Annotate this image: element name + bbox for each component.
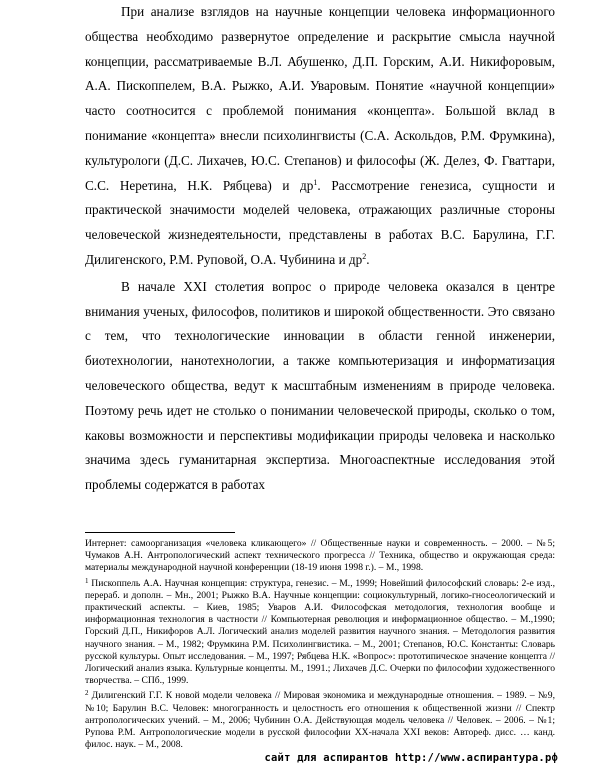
paragraph-1-text-a: При анализе взглядов на научные концепции человека информационного общества необходимо развернутое определение и раскрытие смысла научной концепции, рассматриваемые В.Л. Абушенко, Д.П. Горским, А.И. Никифоровым, А.А. Пископпелем, В.А. Рыжко, А.И. Уваровым. Понятие «научной концепции» часто соотносится с проблемой понимания «концепта». Большой вклад в понимание «концепта» внесли психолингвисты (С.А. Аскольдов, Р.М. Фрумкина), культурологи (Д.С. Лихачев, Ю.С. Степанов) и философы (Ж. Делез, Ф. Гваттари, С.С. Неретина, Н.К. Рябцева) и др	[85, 4, 555, 193]
footnote-2-number: 2	[85, 689, 89, 698]
main-text	[85, 0, 555, 498]
footnote-1-text: Пископпель А.А. Научная концепция: структура, генезис. – М., 1999; Новейший философский словарь: 2-е изд., перераб. и дополн. – Мн., 2001; Рыжко В.А. Научные концепции: социокультурный, логико-гносеологический и практический аспекты. – Киев, 1985; Уваров А.И. Философская методология, технология вообще и информационная технология в частности // Компьютерная революция и информационное общество. – М.,1990; Горский Д.П., Никифоров А.Л. Логический анализ моделей развития научного знания. – Методология развития научного знания. – М., 1982; Фрумкина Р.М. Психолингвистика. – М., 2001; Степанов, Ю.С. Константы: Словарь русской культуры. Опыт исследования. – М., 1997; Рябцева Н.К. «Вопрос»: прототипическое значение концепта // Логический анализ языка. Культурные концепты. М., 1991.; Лихачев Д.С. Очерки по философии художественного творчества. – СПб., 1999.	[85, 577, 555, 687]
paragraph-1-text-b: . Рассмотрение генезиса, сущности и практической значимости моделей человека, отражающих различные стороны человеческой жизнедеятельности, представлены в работах В.С. Барулина, Г.Г. Дилигенского, Р.М. Руповой, О.А. Чубинина и др	[85, 177, 555, 267]
paragraph-1-text-c: .	[366, 251, 370, 267]
footnote-1	[85, 575, 555, 688]
footnotes	[85, 538, 555, 751]
paragraph-2: В начале XXI столетия вопрос о природе человека оказался в центре внимания ученых, философов, политиков и широкой общественности. Это связано с тем, что технологические инновации в области генной инженерии, биотехнологии, нанотехнологии, а также компьютеризация и информатизация человеческого общества, ведут к масштабным изменениям в природе человека. Поэтому речь идет не столько о понимании человеческой природы, сколько о том, каковы возможности и перспективы модификации природы человека и насколько значима здесь гуманитарная экспертиза. Многоаспектные исследования этой проблемы содержатся в работах	[85, 278, 555, 493]
footnote-separator	[85, 532, 235, 533]
paragraph-1	[85, 0, 555, 273]
footnote-2-text: Дилигенский Г.Г. К новой модели человека // Мировая экономика и международные отношения. – 1989. – №9, №10; Барулин В.С. Человек: многогранность и целостность его отношения к общественной жизни // Спектр антропологических учений. – М., 2006; Чубинин О.А. Действующая модель человека // Человек. – 2006. – №1; Рупова Р.М. Антропологические модели в русской философии ХХ-начала XXI веков: Автореф. дисс. … канд. филос. наук. – М., 2008.	[85, 690, 555, 751]
footnote-continuation: Интернет: самоорганизация «человека кликающего» // Общественные науки и современность. – 2000. – №5; Чумаков А.Н. Антропологический аспект технического прогресса // Техника, общество и окружающая среда: материалы международной научной конференции (18-19 июня 1998 г.). – М., 1998.	[85, 538, 555, 574]
footnote-ref-2[interactable]: 2	[362, 251, 367, 261]
footnote-ref-1[interactable]: 1	[313, 177, 318, 187]
site-footer-link[interactable]: сайт для аспирантов http://www.аспирантура.рф	[264, 752, 558, 764]
footnote-2	[85, 687, 555, 751]
footnote-1-number: 1	[85, 576, 89, 585]
